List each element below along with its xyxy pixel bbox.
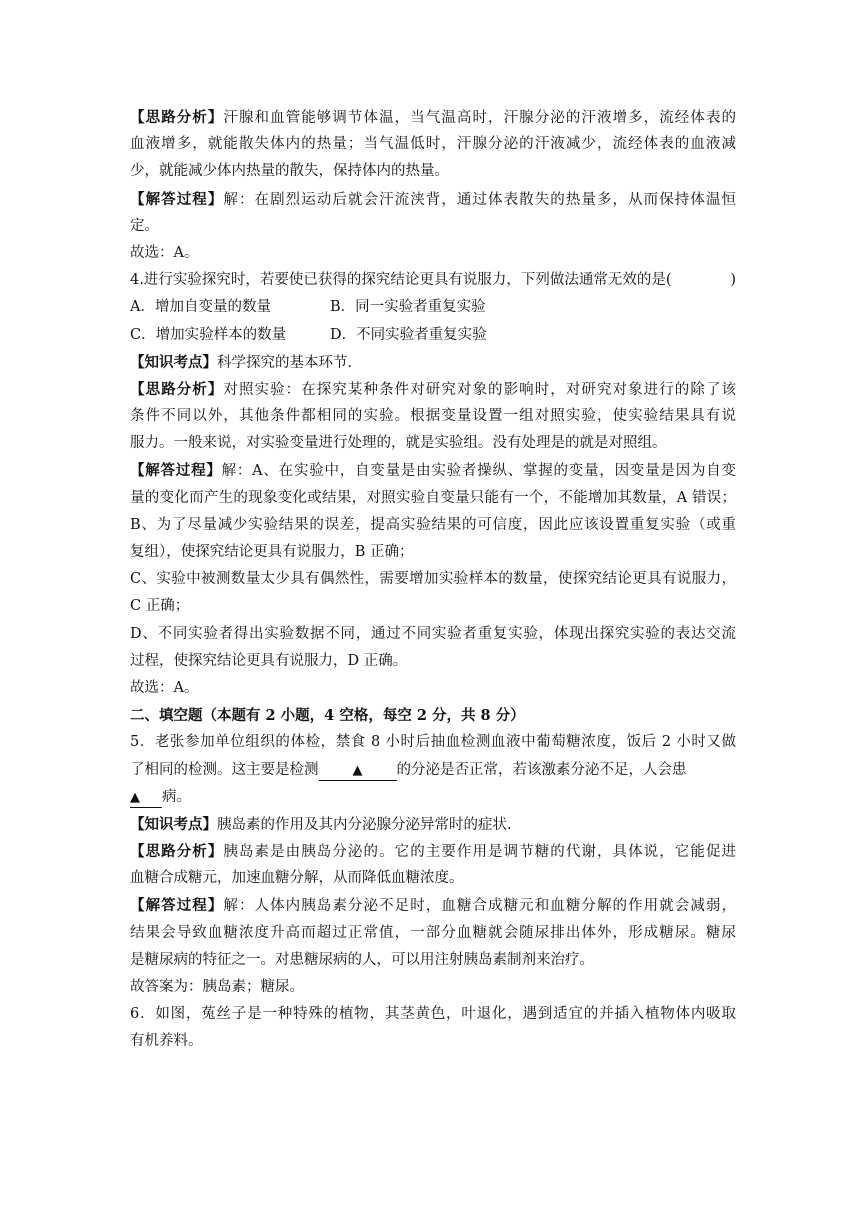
knowledge-text: 胰岛素的作用及其内分泌腺分泌异常时的症状. <box>217 816 512 833</box>
document-page <box>130 104 736 1056</box>
q4-answer-line-7: D、不同实验者得出实验数据不同，通过不同实验者重复实验，体现出探究实验的表达交流 <box>130 625 736 642</box>
answer-text: 解：A、在实验中，自变量是由实验者操纵、掌握的变量，因变量是因为自变 <box>221 463 737 480</box>
analysis-tag: 【思路分析】 <box>130 380 224 398</box>
q5-blank-2: ▲ <box>130 789 162 808</box>
q3-answer-line-2: 定。 <box>130 217 159 234</box>
q4-options-row-1 <box>130 294 736 321</box>
q5-blank-1: ▲ <box>319 762 397 781</box>
q5-stem-line-2 <box>130 757 736 784</box>
analysis-tag: 【思路分析】 <box>130 843 224 861</box>
q4-analysis-line-1 <box>130 376 736 403</box>
analysis-text: 对照实验：在探究某种条件对研究对象的影响时，对研究对象进行的除了该 <box>223 381 737 398</box>
q6-stem-line-2: 有机养料。 <box>130 1033 203 1050</box>
q4-answer-line-3: B、为了尽量减少实验结果的误差，提高实验结果的可信度，因此应该设置重复实验（或重 <box>130 516 736 533</box>
q4-answer-line-1 <box>130 457 736 484</box>
q5-knowledge <box>130 811 736 838</box>
q5-answer-line-3: 是糖尿病的特征之一。对患糖尿病的人，可以用注射胰岛素制剂来治疗。 <box>130 951 594 968</box>
analysis-tag: 【思路分析】 <box>130 109 224 126</box>
section-heading: 二、填空题（本题有 2 小题，4 空格，每空 2 分，共 8 分） <box>130 707 525 725</box>
knowledge-tag: 【知识考点】 <box>130 353 217 371</box>
q4-option-b: B．同一实验者重复实验 <box>330 299 486 316</box>
q3-analysis-line-3: 少，就能减少体内热量的散失，保持体内的热量。 <box>130 163 449 180</box>
answer-text: 解：在剧烈运动后就会汗流浃背，通过体表散失的热量多，从而保持体温恒 <box>223 191 737 208</box>
q4-option-a: A．增加自变量的数量 <box>130 299 271 316</box>
q6-stem-line-1: 6．如图，菟丝子是一种特殊的植物，其茎黄色，叶退化，遇到适宜的并插入植物体内吸取 <box>130 1006 736 1023</box>
q5-analysis-line-2: 血糖合成糖元，加速血糖分解，从而降低血糖浓度。 <box>130 870 464 887</box>
q4-option-d: D．不同实验者重复实验 <box>330 326 487 343</box>
q5-answer-line-2: 结果会导致血糖浓度升高而超过正常值，一部分血糖就会随尿排出体外，形成糖尿。糖尿 <box>130 924 736 941</box>
q4-choice: 故选：A。 <box>130 679 199 696</box>
q4-options-row-2 <box>130 322 736 349</box>
analysis-text: 胰岛素是由胰岛分泌的。它的主要作用是调节糖的代谢，具体说，它能促进 <box>223 844 737 861</box>
q5-stem-line-1: 5．老张参加单位组织的体检，禁食 8 小时后抽血检测血液中葡萄糖浓度，饭后 2 小时又做 <box>130 734 736 751</box>
q3-choice: 故选：A。 <box>130 244 199 261</box>
answer-tag: 【解答过程】 <box>130 897 224 915</box>
q4-analysis-line-2: 条件不同以外，其他条件都相同的实验。根据变量设置一组对照实验，使实验结果具有说 <box>130 408 736 425</box>
q4-stem-text: 4.进行实验探究时，若要使已获得的探究结论更具有说服力，下列做法通常无效的是( <box>130 272 672 289</box>
q5-stem-line-3 <box>130 784 736 811</box>
q5-stem-text-a: 了相同的检测。这主要是检测 <box>130 761 319 778</box>
q5-analysis-line-1 <box>130 838 736 865</box>
answer-text: 解：人体内胰岛素分泌不足时，血糖合成糖元和血糖分解的作用就会减弱， <box>223 898 737 915</box>
q4-analysis-line-3: 服力。一般来说，对实验变量进行处理的，就是实验组。没有处理是的就是对照组。 <box>130 435 667 452</box>
answer-tag: 【解答过程】 <box>130 190 224 208</box>
q5-answer-line-1 <box>130 892 736 919</box>
q5-stem-text-b: 的分泌是否正常，若该激素分泌不足，人会患 <box>396 761 687 778</box>
q5-answer: 故答案为：胰岛素；糖尿。 <box>130 979 304 995</box>
q3-answer-line-1 <box>130 186 736 213</box>
q4-knowledge <box>130 349 736 376</box>
q4-answer-line-8: 过程，使探究结论更具有说服力，D 正确。 <box>130 652 408 669</box>
q5-stem-text-c: 病。 <box>162 788 191 805</box>
knowledge-tag: 【知识考点】 <box>130 815 217 833</box>
q4-answer-line-6: C 正确； <box>130 598 190 615</box>
q4-answer-line-5: C、实验中被测数量太少具有偶然性，需要增加实验样本的数量，使探究结论更具有说服力， <box>130 571 736 588</box>
q4-answer-line-4: 复组），使探究结论更具有说服力，B 正确； <box>130 544 414 560</box>
q4-option-c: C．增加实验样本的数量 <box>130 326 287 343</box>
q4-answer-line-2: 量的变化而产生的现象变化或结果，对照实验自变量只能有一个，不能增加其数量，A 错误； <box>130 489 736 506</box>
analysis-text: 汗腺和血管能够调节体温，当气温高时，汗腺分泌的汗液增多，流经体表的 <box>223 110 737 126</box>
q4-paren-close: ) <box>730 272 736 289</box>
answer-tag: 【解答过程】 <box>130 462 222 480</box>
q3-analysis-line-2: 血液增多，就能散失体内的热量；当气温低时，汗腺分泌的汗液减少，流经体表的血液减 <box>130 136 736 153</box>
q3-analysis-line-1 <box>130 104 736 131</box>
q4-stem <box>130 267 736 294</box>
knowledge-text: 科学探究的基本环节. <box>217 354 353 371</box>
